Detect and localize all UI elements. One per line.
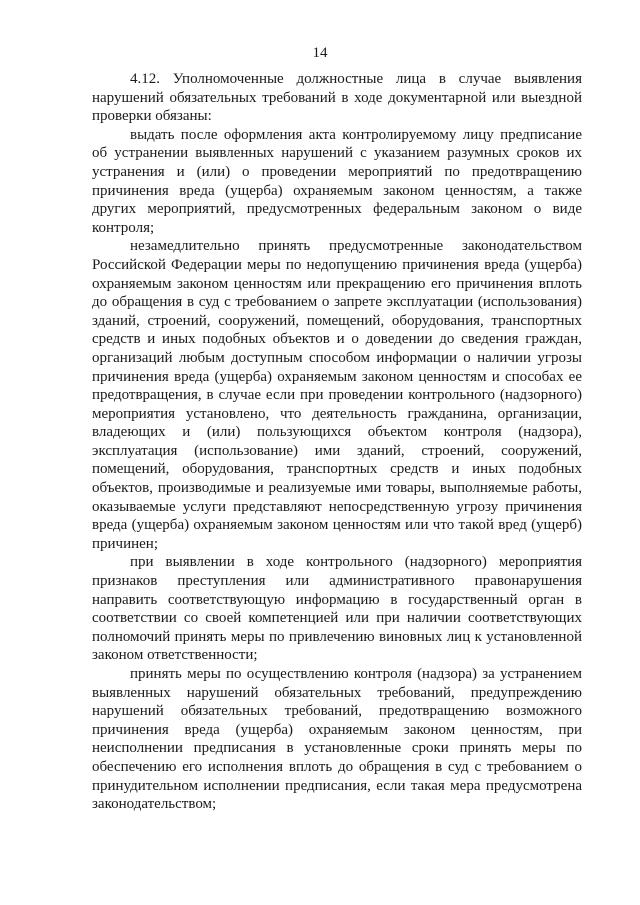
document-body [92, 70, 582, 814]
paragraph-issue-order: выдать после оформления акта контролируемому лицу предписание об устранении выявленных нарушений с указанием разумных сроков их устранения и (или) о проведении мероприятий по предотвращению причинения вреда (ущерба) охраняемым законом ценностям, а также других мероприятий, предусмотренных федеральным законом о виде контроля; [92, 126, 582, 236]
paragraph-immediate-measures: незамедлительно принять предусмотренные законодательством Российской Федерации меры по недопущению причинения вреда (ущерба) охраняемым законом ценностям или прекращению его причинения вплоть до обращения в суд с требованием о запрете эксплуатации (использования) зданий, строений, сооружений, помещений, оборудования, транспортных средств и иных подобных объектов и о доведении до сведения граждан, организаций любым доступным способом информации о наличии угрозы причинения вреда (ущерба) охраняемым законом ценностям и способах ее предотвращения, в случае если при проведении контрольного (надзорного) мероприятия установлено, что деятельность гражданина, организации, владеющих и (или) пользующихся объектом контроля (надзора), эксплуатация (использование) ими зданий, строений, сооружений, помещений, оборудования, транспортных средств и иных подобных объектов, производимые и реализуемые ими товары, выполняемые работы, оказываемые услуги представляют непосредственную угрозу причинения вреда (ущерба) охраняемым законом ценностям или что такой вред (ущерб) причинен; [92, 238, 582, 552]
paragraph-control-measures: принять меры по осуществлению контроля (надзора) за устранением выявленных нарушений обязательных требований, предупреждению нарушений обязательных требований, предотвращению возможного причинения вреда (ущерба) охраняемым законом ценностям, при неисполнении предписания в установленные сроки принять меры по обеспечению его исполнения вплоть до обращения в суд с требованием о принудительном исполнении предписания, если такая мера предусмотрена законодательством; [92, 666, 582, 813]
paragraph-crime-signs: при выявлении в ходе контрольного (надзорного) мероприятия признаков преступления или административного правонарушения направить соответствующую информацию в государственный орган в соответствии со своей компетенцией или при наличии соответствующих полномочий принять меры по привлечению виновных лиц к установленной законом ответственности; [92, 554, 582, 664]
paragraph-4-12-intro: 4.12. Уполномоченные должностные лица в случае выявления нарушений обязательных требований в ходе документарной или выездной проверки обязаны: [92, 71, 582, 125]
page-number: 14 [312, 45, 328, 61]
